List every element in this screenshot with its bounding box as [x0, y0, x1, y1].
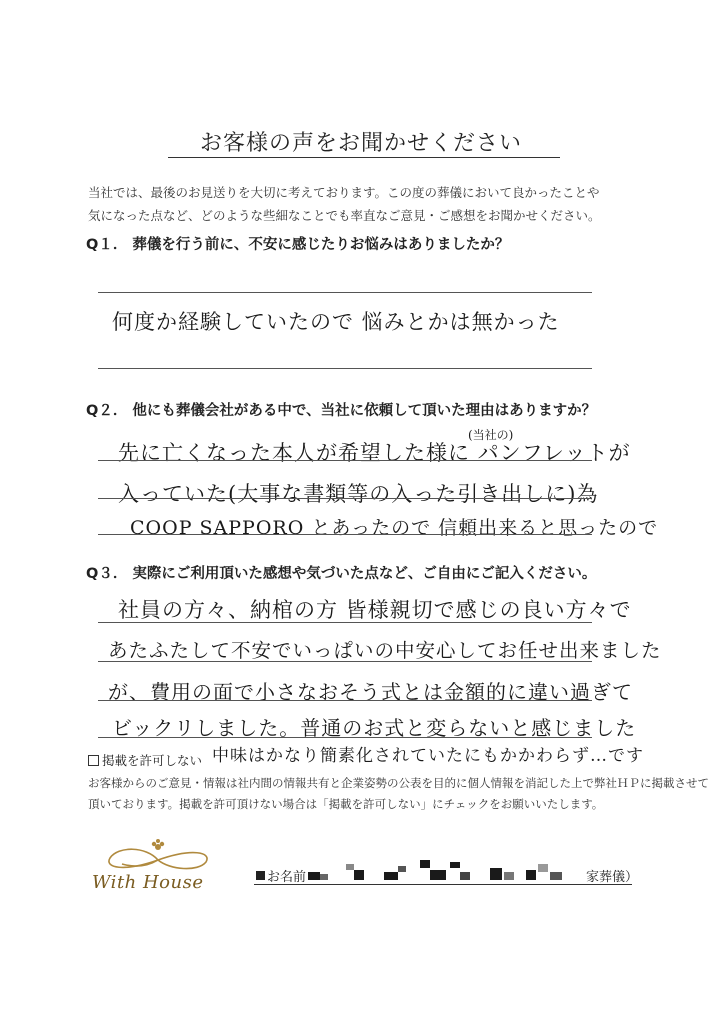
q3-answer-line-4: ビックリしました。普通のお式と変らないと感じました: [112, 716, 637, 740]
q1-answer: 何度か経験していたので 悩みとかは無かった: [112, 310, 560, 334]
q3-rule-3: [98, 700, 592, 701]
publication-checkbox-row[interactable]: [88, 751, 202, 769]
q1-rule-1: [98, 292, 592, 293]
q2-note: (当社の): [468, 428, 514, 442]
square-bullet-icon: [256, 871, 265, 880]
name-suffix: 家葬儀）: [586, 870, 639, 885]
page-title: お客様の声をお聞かせください: [200, 131, 523, 156]
q2-rule-3: [98, 534, 592, 535]
question-1: Q１． 葬儀を行う前に、不安に感じたりお悩みはありましたか？: [86, 237, 510, 253]
q3-rule-2: [98, 661, 592, 662]
q3-answer-line-3: が、費用の面で小さなおそう式とは金額的に違い過ぎて: [108, 680, 633, 704]
question-3: Q３． 実際にご利用頂いた感想や気づいた点など、ご自由にご記入ください。: [86, 566, 597, 582]
q2-answer-line-3: COOP SAPPORO とあったので 信頼出来ると思ったので: [130, 517, 659, 539]
name-label-row: [256, 866, 306, 885]
publication-notice-line-1: お客様からのご意見・情報は社内間の情報共有と企業姿勢の公表を目的に個人情報を消記した上で弊社ＨＰに掲載させて: [88, 776, 709, 790]
question-2: Q２． 他にも葬儀会社がある中で、当社に依頼して頂いた理由はありますか？: [86, 403, 597, 419]
publication-notice-line-2: 頂いております。掲載を許可頂けない場合は「掲載を許可しない」にチェックをお願いいたします。: [88, 797, 604, 811]
q3-rule-4: [98, 737, 592, 738]
q3-answer-line-5: 中味はかなり簡素化されていたにもかかわらず…です: [212, 746, 644, 766]
title-underline: [168, 157, 560, 158]
q2-rule-2: [98, 498, 592, 499]
q2-answer-line-1: 先に亡くなった本人が希望した様に パンフレットが: [118, 441, 631, 465]
publication-checkbox-label: 掲載を許可しない: [102, 753, 203, 768]
name-underline: [254, 884, 632, 885]
q2-rule-1: [98, 460, 592, 461]
q3-answer-line-2: あたふたして不安でいっぱいの中安心してお任せ出来ました: [108, 639, 662, 662]
q3-answer-line-1: 社員の方々、納棺の方 皆様親切で感じの良い方々で: [118, 598, 632, 622]
logo-text: With House: [92, 872, 204, 893]
q3-rule-1: [98, 622, 592, 623]
q1-rule-2: [98, 368, 592, 369]
publication-checkbox[interactable]: [88, 755, 99, 766]
q2-answer-line-2: 入っていた(大事な書類等の入った引き出しに)為: [118, 482, 599, 506]
intro-line-2: 気になった点など、どのような些細なことでも率直なご意見・ご感想をお聞かせください。: [88, 208, 601, 223]
intro-line-1: 当社では、最後のお見送りを大切に考えております。この度の葬儀において良かったことや: [88, 185, 600, 200]
redacted-name-mosaic: [300, 856, 580, 886]
name-label: お名前: [267, 870, 307, 885]
